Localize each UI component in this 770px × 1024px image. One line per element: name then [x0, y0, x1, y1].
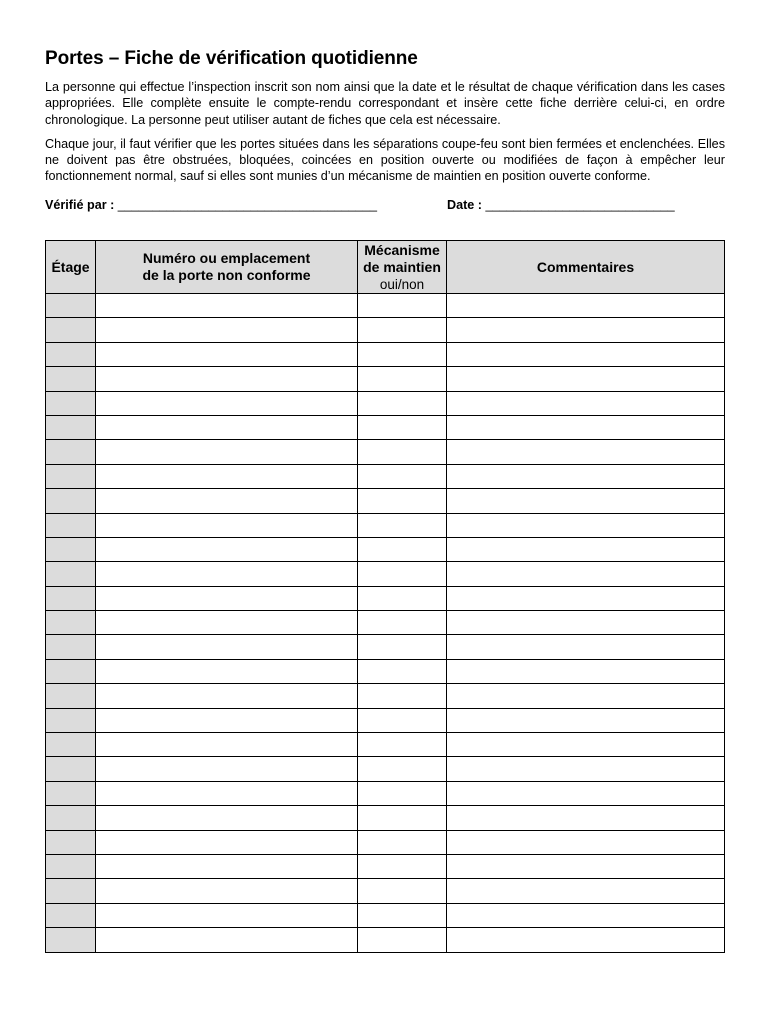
door-cell[interactable] [96, 708, 358, 732]
door-cell[interactable] [96, 903, 358, 927]
date-line: ___________________________ [485, 197, 675, 212]
requirements-paragraph: Chaque jour, il faut vérifier que les portes situées dans les séparations coupe-feu sont bien fermées et enclenchées. Elles ne doivent pas être obstruées, bloquées, coincées en position ouverte ou modifiées de façon à empêcher leur fonctionnement normal, sauf si elles sont munies d’un mécanisme de maintien en position ouverte conforme. [45, 136, 725, 184]
mechanism-cell[interactable] [358, 294, 447, 318]
table-row [46, 733, 725, 757]
mechanism-cell[interactable] [358, 928, 447, 952]
mechanism-cell[interactable] [358, 318, 447, 342]
table-row [46, 440, 725, 464]
mechanism-cell[interactable] [358, 611, 447, 635]
comments-cell[interactable] [447, 537, 725, 561]
floor-cell[interactable] [46, 733, 96, 757]
verified-by-field[interactable] [45, 198, 377, 212]
door-cell[interactable] [96, 806, 358, 830]
mechanism-cell[interactable] [358, 903, 447, 927]
floor-cell[interactable] [46, 879, 96, 903]
comments-cell[interactable] [447, 879, 725, 903]
mechanism-cell[interactable] [358, 367, 447, 391]
floor-cell[interactable] [46, 415, 96, 439]
comments-cell[interactable] [447, 757, 725, 781]
floor-cell[interactable] [46, 294, 96, 318]
floor-cell[interactable] [46, 342, 96, 366]
mechanism-cell[interactable] [358, 757, 447, 781]
floor-cell[interactable] [46, 830, 96, 854]
mechanism-header-line1: Mécanisme [364, 241, 440, 258]
floor-cell[interactable] [46, 928, 96, 952]
comments-cell[interactable] [447, 294, 725, 318]
floor-cell[interactable] [46, 854, 96, 878]
table-row [46, 586, 725, 610]
mechanism-cell[interactable] [358, 586, 447, 610]
mechanism-cell[interactable] [358, 684, 447, 708]
door-cell[interactable] [96, 342, 358, 366]
mechanism-cell[interactable] [358, 659, 447, 683]
floor-cell[interactable] [46, 586, 96, 610]
date-label: Date : [447, 197, 482, 212]
comments-cell[interactable] [447, 635, 725, 659]
floor-cell[interactable] [46, 684, 96, 708]
mechanism-cell[interactable] [358, 635, 447, 659]
comments-cell[interactable] [447, 659, 725, 683]
mechanism-cell[interactable] [358, 415, 447, 439]
table-row [46, 513, 725, 537]
mechanism-header-sub: oui/non [379, 276, 425, 292]
door-cell[interactable] [96, 928, 358, 952]
door-cell[interactable] [96, 757, 358, 781]
comments-cell[interactable] [447, 342, 725, 366]
comments-cell[interactable] [447, 415, 725, 439]
date-field[interactable] [447, 198, 675, 212]
mechanism-cell[interactable] [358, 342, 447, 366]
comments-cell[interactable] [447, 391, 725, 415]
door-cell[interactable] [96, 415, 358, 439]
table-row [46, 537, 725, 561]
comments-cell[interactable] [447, 781, 725, 805]
table-row [46, 879, 725, 903]
table-row [46, 830, 725, 854]
mechanism-cell[interactable] [358, 537, 447, 561]
table-row [46, 391, 725, 415]
door-cell[interactable] [96, 659, 358, 683]
table-row [46, 854, 725, 878]
door-header-line1: Numéro ou emplacement [142, 250, 311, 266]
table-row [46, 342, 725, 366]
table-row [46, 489, 725, 513]
form-page [45, 48, 725, 214]
floor-cell[interactable] [46, 391, 96, 415]
door-cell[interactable] [96, 635, 358, 659]
floor-cell[interactable] [46, 440, 96, 464]
door-cell[interactable] [96, 537, 358, 561]
instructions-paragraph: La personne qui effectue l’inspection inscrit son nom ainsi que la date et le résultat de chaque vérification dans les cases appropriées. Elle complète ensuite le compte-rendu correspondant et insère cette fiche derrière celui-ci, en ordre chronologique. La personne peut utiliser autant de fiches que cela est nécessaire. [45, 80, 725, 127]
comments-cell[interactable] [447, 440, 725, 464]
mechanism-cell[interactable] [358, 830, 447, 854]
verified-by-line: _____________________________________ [117, 197, 377, 212]
comments-cell[interactable] [447, 464, 725, 488]
door-cell[interactable] [96, 562, 358, 586]
mechanism-cell[interactable] [358, 489, 447, 513]
door-cell[interactable] [96, 611, 358, 635]
mechanism-cell[interactable] [358, 562, 447, 586]
table-row [46, 659, 725, 683]
table-header-row [46, 241, 725, 294]
signature-row [45, 198, 725, 214]
table-row [46, 367, 725, 391]
floor-cell[interactable] [46, 806, 96, 830]
verified-by-label: Vérifié par : [45, 197, 115, 212]
floor-cell[interactable] [46, 659, 96, 683]
door-cell[interactable] [96, 733, 358, 757]
comments-cell[interactable] [447, 854, 725, 878]
door-cell[interactable] [96, 879, 358, 903]
table-row [46, 781, 725, 805]
comments-cell[interactable] [447, 513, 725, 537]
table-row [46, 928, 725, 952]
door-cell[interactable] [96, 440, 358, 464]
comments-cell[interactable] [447, 830, 725, 854]
door-header-line2: de la porte non conforme [142, 267, 311, 283]
floor-cell[interactable] [46, 903, 96, 927]
table-row [46, 806, 725, 830]
door-cell[interactable] [96, 854, 358, 878]
mechanism-cell[interactable] [358, 781, 447, 805]
table-row [46, 318, 725, 342]
comments-cell[interactable] [447, 611, 725, 635]
mechanism-cell[interactable] [358, 440, 447, 464]
floor-cell[interactable] [46, 489, 96, 513]
floor-cell[interactable] [46, 635, 96, 659]
mechanism-cell[interactable] [358, 879, 447, 903]
mechanism-header-line2: de maintien [363, 258, 441, 275]
floor-cell[interactable] [46, 611, 96, 635]
mechanism-cell[interactable] [358, 854, 447, 878]
floor-cell[interactable] [46, 781, 96, 805]
table-row [46, 635, 725, 659]
door-cell[interactable] [96, 391, 358, 415]
floor-cell[interactable] [46, 708, 96, 732]
comments-cell[interactable] [447, 318, 725, 342]
comments-cell[interactable] [447, 733, 725, 757]
comments-cell[interactable] [447, 562, 725, 586]
door-cell[interactable] [96, 830, 358, 854]
comments-cell[interactable] [447, 806, 725, 830]
table-row [46, 708, 725, 732]
mechanism-cell[interactable] [358, 464, 447, 488]
door-cell[interactable] [96, 684, 358, 708]
comments-header: Commentaires [447, 241, 725, 294]
table-row [46, 294, 725, 318]
floor-cell[interactable] [46, 513, 96, 537]
table-row [46, 757, 725, 781]
table-row [46, 684, 725, 708]
door-cell[interactable] [96, 513, 358, 537]
door-header [96, 241, 358, 294]
floor-header: Étage [46, 241, 96, 294]
comments-cell[interactable] [447, 928, 725, 952]
mechanism-cell[interactable] [358, 733, 447, 757]
table-row [46, 464, 725, 488]
comments-cell[interactable] [447, 903, 725, 927]
comments-cell[interactable] [447, 367, 725, 391]
comments-cell[interactable] [447, 684, 725, 708]
page-title: Portes – Fiche de vérification quotidienne [45, 48, 418, 69]
table-row [46, 415, 725, 439]
table-row [46, 611, 725, 635]
comments-cell[interactable] [447, 708, 725, 732]
mechanism-cell[interactable] [358, 513, 447, 537]
comments-cell[interactable] [447, 489, 725, 513]
door-cell[interactable] [96, 367, 358, 391]
mechanism-cell[interactable] [358, 708, 447, 732]
table-body [46, 294, 725, 953]
comments-cell[interactable] [447, 586, 725, 610]
door-cell[interactable] [96, 586, 358, 610]
floor-cell[interactable] [46, 464, 96, 488]
door-cell[interactable] [96, 318, 358, 342]
floor-cell[interactable] [46, 367, 96, 391]
table-row [46, 562, 725, 586]
door-cell[interactable] [96, 489, 358, 513]
mechanism-cell[interactable] [358, 391, 447, 415]
mechanism-header [358, 241, 447, 294]
mechanism-cell[interactable] [358, 806, 447, 830]
door-cell[interactable] [96, 294, 358, 318]
door-cell[interactable] [96, 464, 358, 488]
floor-cell[interactable] [46, 757, 96, 781]
table-row [46, 903, 725, 927]
inspection-table [45, 240, 725, 953]
floor-cell[interactable] [46, 562, 96, 586]
floor-cell[interactable] [46, 318, 96, 342]
door-cell[interactable] [96, 781, 358, 805]
floor-cell[interactable] [46, 537, 96, 561]
